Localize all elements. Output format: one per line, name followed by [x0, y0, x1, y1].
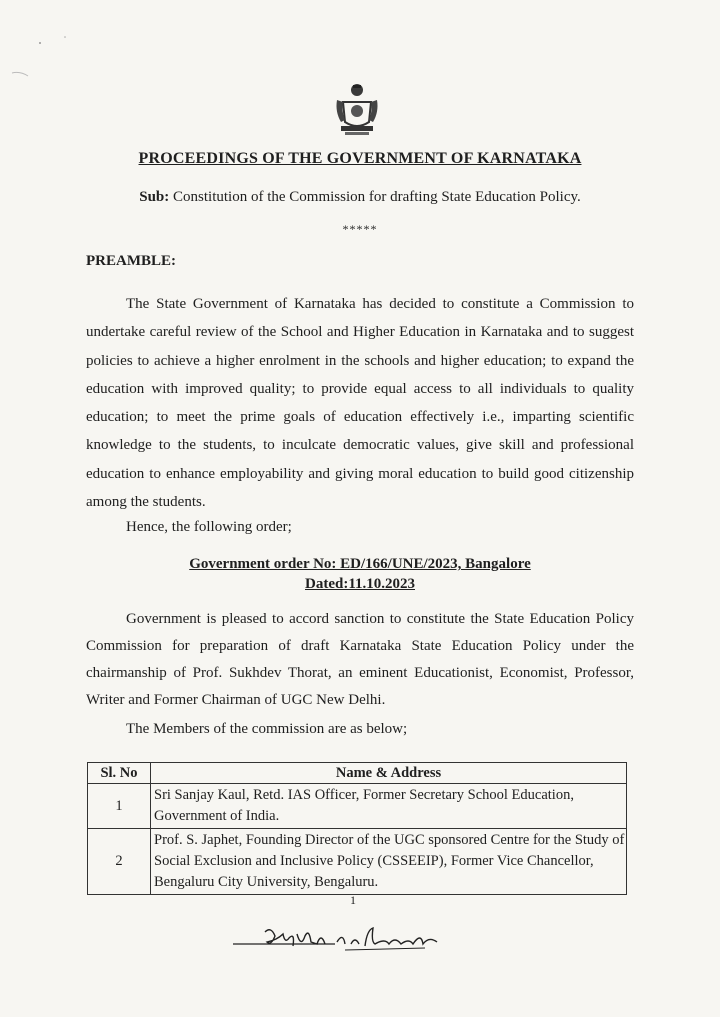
karnataka-emblem-icon	[333, 82, 381, 138]
hence-line: Hence, the following order;	[126, 519, 292, 535]
handwritten-signature-icon	[225, 922, 455, 962]
preamble-heading: PREAMBLE:	[86, 253, 176, 269]
subject-text: Constitution of the Commission for drafting State Education Policy.	[173, 189, 581, 205]
members-intro: The Members of the commission are as below;	[126, 721, 408, 737]
page-number: 1	[350, 893, 356, 907]
subject-label: Sub:	[139, 189, 170, 205]
row-sl-no: 1	[88, 784, 151, 829]
preamble-paragraph: The State Government of Karnataka has decided to constitute a Commission to undertake careful review of the School and Higher Education in Karnataka and to suggest policies to achieve a higher enrolment in the schools and higher education; to expand the education with improved quality; to provide equal access to all individuals to quality education; to meet the prime goals of education effectively i.e., imparting scientific knowledge to the students, to inculcate democratic values, give skill and professional education to enhance employability and giving moral education to build good citizenship among the students.	[86, 296, 634, 511]
row-name-address: Prof. S. Japhet, Founding Director of the UGC sponsored Centre for the Study of Social Exclusion and Inclusive Policy (CSSEEIP), Former Vice Chancellor, Bengaluru City University, Bengaluru.	[151, 829, 627, 895]
subject-line	[0, 189, 720, 206]
column-header-name-address: Name & Address	[151, 763, 627, 784]
government-order-heading	[0, 554, 720, 594]
column-header-sl-no: Sl. No	[88, 763, 151, 784]
row-name-address: Sri Sanjay Kaul, Retd. IAS Officer, Former Secretary School Education, Government of India.	[151, 784, 627, 829]
order-number: Government order No: ED/166/UNE/2023, Bangalore	[189, 556, 531, 572]
order-paragraph: Government is pleased to accord sanction to constitute the State Education Policy Commission for preparation of draft Karnataka State Education Policy under the chairmanship of Prof. Sukhdev Thorat, an eminent Educationist, Economist, Professor, Writer and Former Chairman of UGC New Delhi.	[86, 611, 634, 708]
scan-speck-marks	[10, 30, 90, 90]
row-sl-no: 2	[88, 829, 151, 895]
table-row	[88, 829, 627, 895]
separator-stars: *****	[342, 222, 378, 236]
table-row	[88, 784, 627, 829]
members-table	[87, 762, 627, 895]
order-date: Dated:11.10.2023	[305, 576, 415, 592]
page-title: PROCEEDINGS OF THE GOVERNMENT OF KARNATAKA	[138, 150, 582, 167]
table-header-row	[88, 763, 627, 784]
